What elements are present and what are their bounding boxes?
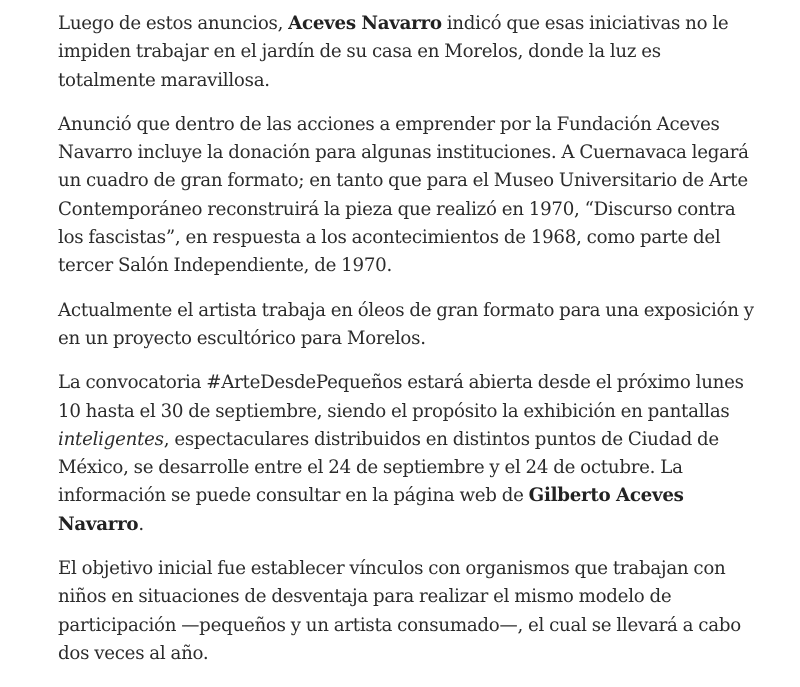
bold-name-gilberto-aceves-navarro: Gilberto Aceves Navarro (58, 485, 684, 535)
text-segment: indicó que esas iniciativas no le impiden trabajar en el jardín de su casa en Morelos, donde la luz es totalmente maravillosa. (58, 13, 729, 91)
paragraph-current-work (58, 297, 758, 354)
text-segment: Anunció que dentro de las acciones a emprender por la Fundación Aceves Navarro incluye la donación para algunas instituciones. A Cuernavaca legará un cuadro de gran formato; en tanto que para el Museo Universitario de Arte Contemporáneo reconstruirá la pieza que realizó en 1970, “Discurso contra los fascistas”, en respuesta a los acontecimientos de 1968, como parte del tercer Salón Independiente, de 1970. (58, 113, 749, 277)
text-segment: Luego de estos anuncios, (58, 13, 289, 34)
text-segment: , espectaculares distribuidos en distintos puntos de Ciudad de México, se desarrolle entre el 24 de septiembre y el 24 de octubre. La información se puede consultar en la página web de (58, 428, 719, 507)
text-segment: Actualmente el artista trabaja en óleos de gran formato para una exposición y en un proyecto escultórico para Morelos. (58, 299, 754, 349)
paragraph-foundation-donations (58, 111, 758, 281)
article-body (58, 0, 758, 684)
text-segment: . (138, 513, 144, 535)
paragraph-convocatoria (58, 369, 758, 539)
bold-name-aceves-navarro: Aceves Navarro (288, 13, 442, 34)
text-segment: La convocatoria #ArteDesdePequeños estará abierta desde el próximo lunes 10 hasta el 30 de septiembre, siendo el propósito la exhibición en pantallas (58, 372, 744, 422)
italic-inteligentes: inteligentes (58, 428, 164, 450)
text-segment: El objetivo inicial fue establecer vínculos con organismos que trabajan con niños en situaciones de desventaja para realizar el mismo modelo de participación —pequeños y un artista consumado—, el cual se llevará a cabo dos veces al año. (58, 558, 741, 664)
paragraph-announcements (58, 10, 758, 95)
paragraph-objective (58, 555, 758, 668)
